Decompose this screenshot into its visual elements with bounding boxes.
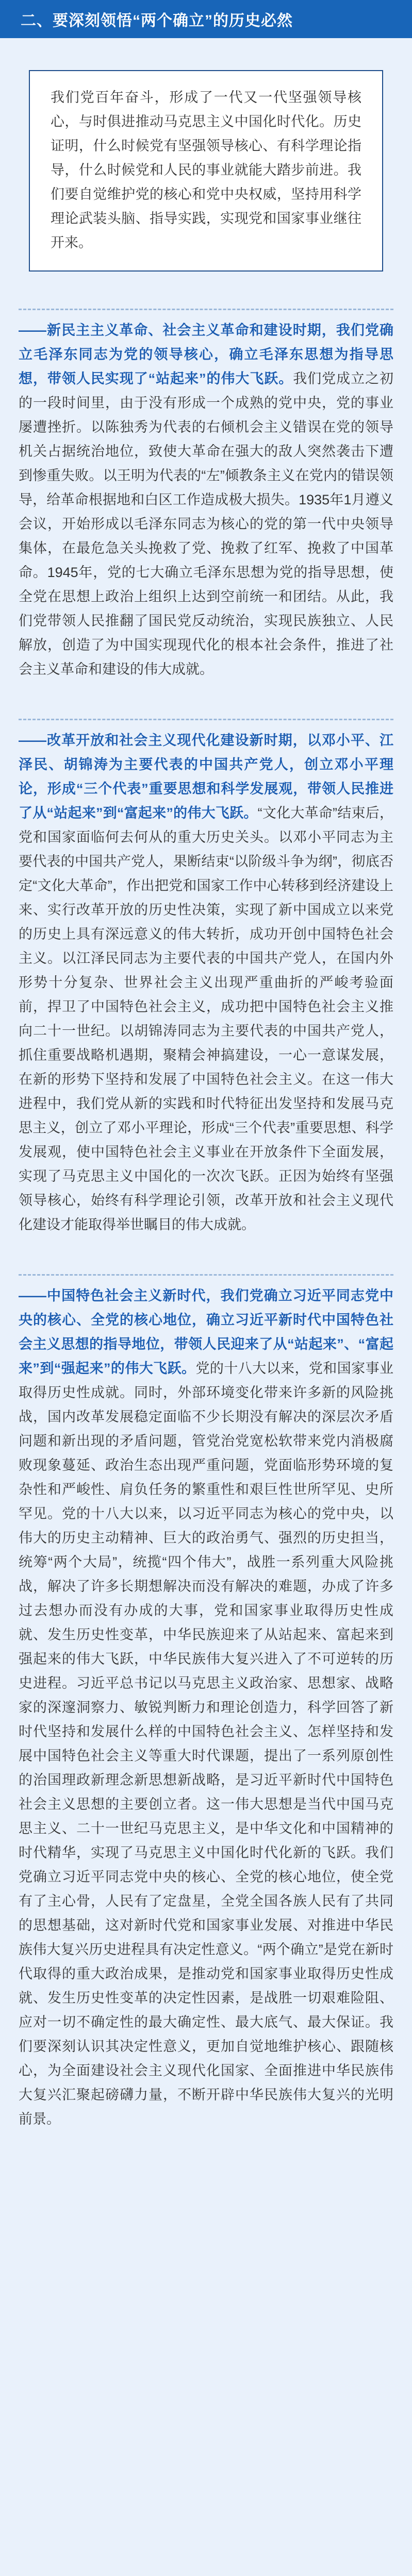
section-new-era <box>19 1284 393 2131</box>
section-header-band <box>0 0 412 38</box>
divider <box>19 309 393 310</box>
intro-text: 我们党百年奋斗，形成了一代又一代坚强领导核心，与时俱进推动马克思主义中国化时代化。历史证明，什么时候党有坚强领导核心、有科学理论指导，什么时候党和人民的事业就能大踏步前进。我们要自觉维护党的核心和党中央权威，坚持用科学理论武装头脑、指导实践，实现党和国家事业继往开来。 <box>51 90 361 250</box>
divider <box>19 719 393 720</box>
divider <box>19 1274 393 1276</box>
section-lead: ——新民主主义革命、社会主义革命和建设时期，我们党确立毛泽东同志为党的领导核心，确立毛泽东思想为指导思想，带领人民实现了“站起来”的伟大飞跃。 <box>19 323 393 386</box>
section-title: 二、要深刻领悟“两个确立”的历史必然 <box>21 12 293 29</box>
section-body: “文化大革命”结束后，党和国家面临何去何从的重大历史关头。以邓小平同志为主要代表的中国共产党人，果断结束“以阶级斗争为纲”，彻底否定“文化大革命”，作出把党和国家工作中心转移到经济建设上来、实行改革开放的历史性决策，实现了新中国成立以来党的历史上具有深远意义的伟大转折，成功开创中国特色社会主义。以江泽民同志为主要代表的中国共产党人，在国内外形势十分复杂、世界社会主义出现严重曲折的严峻考验面前，捍卫了中国特色社会主义，成功把中国特色社会主义推向二十一世纪。以胡锦涛同志为主要代表的中国共产党人，抓住重要战略机遇期，聚精会神搞建设，一心一意谋发展，在新的形势下坚持和发展了中国特色社会主义。在这一伟大进程中，我们党从新的实践和时代特征出发坚持和发展马克思主义，创立了邓小平理论，形成“三个代表”重要思想、科学发展观，使中国特色社会主义事业在开放条件下全面发展，实现了马克思主义中国化的一次次飞跃。正因为始终有坚强领导核心，始终有科学理论引领，改革开放和社会主义现代化建设才能取得举世瞩目的伟大成就。 <box>19 805 394 1232</box>
section-reform-and-opening <box>19 728 393 1237</box>
section-body: 我们党成立之初的一段时间里，由于没有形成一个成熟的党中央，党的事业屡遭挫折。以陈独秀为代表的右倾机会主义错误在党的领导机关占据统治地位，致使大革命在强大的敌人突然袭击下遭到惨重失败。以王明为代表的“左”倾教条主义在党内的错误领导，给革命根据地和白区工作造成极大损失。1935年1月遵义会议，开始形成以毛泽东同志为核心的党的第一代中央领导集体，在最危急关头挽救了党、挽救了红军、挽救了中国革命。1945年，党的七大确立毛泽东思想为党的指导思想，使全党在思想上政治上组织上达到空前统一和团结。从此，我们党带领人民推翻了国民党反动统治，实现民族独立、人民解放，创造了为中国实现现代化的根本社会条件，推进了社会主义革命和建设的伟大成就。 <box>19 371 394 677</box>
section-lead: ——中国特色社会主义新时代，我们党确立习近平同志党中央的核心、全党的核心地位，确立习近平新时代中国特色社会主义思想的指导地位，带领人民迎来了从“站起来”、“富起来”到“强起来”的伟大飞跃。 <box>19 1288 393 1376</box>
intro-box <box>29 70 383 272</box>
section-new-democratic-revolution <box>19 318 393 682</box>
section-lead: ——改革开放和社会主义现代化建设新时期，以邓小平、江泽民、胡锦涛为主要代表的中国共产党人，创立邓小平理论，形成“三个代表”重要思想和科学发展观，带领人民推进了从“站起来”到“富起来”的伟大飞跃。 <box>19 733 393 821</box>
section-body: 党的十八大以来，党和国家事业取得历史性成就。同时，外部环境变化带来许多新的风险挑战，国内改革发展稳定面临不少长期没有解决的深层次矛盾问题和新出现的矛盾问题，管党治党宽松软带来党内消极腐败现象蔓延、政治生态出现严重问题，党面临形势环境的复杂性和严峻性、肩负任务的繁重性和艰巨性世所罕见、史所罕见。党的十八大以来，以习近平同志为核心的党中央，以伟大的历史主动精神、巨大的政治勇气、强烈的历史担当，统筹“两个大局”，统揽“四个伟大”，战胜一系列重大风险挑战，解决了许多长期想解决而没有解决的难题，办成了许多过去想办而没有办成的大事，党和国家事业取得历史性成就、发生历史性变革，中华民族迎来了从站起来、富起来到强起来的伟大飞跃，中华民族伟大复兴进入了不可逆转的历史进程。习近平总书记以马克思主义政治家、思想家、战略家的深邃洞察力、敏锐判断力和理论创造力，科学回答了新时代坚持和发展什么样的中国特色社会主义、怎样坚持和发展中国特色社会主义等重大时代课题，提出了一系列原创性的治国理政新理念新思想新战略，是习近平新时代中国特色社会主义思想的主要创立者。这一伟大思想是当代中国马克思主义、二十一世纪马克思主义，是中华文化和中国精神的时代精华，实现了马克思主义中国化时代化新的飞跃。我们党确立习近平同志党中央的核心、全党的核心地位，使全党有了主心骨，人民有了定盘星，全党全国各族人民有了共同的思想基础，这对新时代党和国家事业发展、对推进中华民族伟大复兴历史进程具有决定性意义。“两个确立”是党在新时代取得的重大政治成果，是推动党和国家事业取得历史性成就、发生历史性变革的决定性因素，是战胜一切艰难险阻、应对一切不确定性的最大确定性、最大底气、最大保证。我们要深刻认识其决定性意义，更加自觉地维护核心、跟随核心，为全面建设社会主义现代化国家、全面推进中华民族伟大复兴汇聚起磅礴力量，不断开辟中华民族伟大复兴的光明前景。 <box>19 1361 394 2127</box>
